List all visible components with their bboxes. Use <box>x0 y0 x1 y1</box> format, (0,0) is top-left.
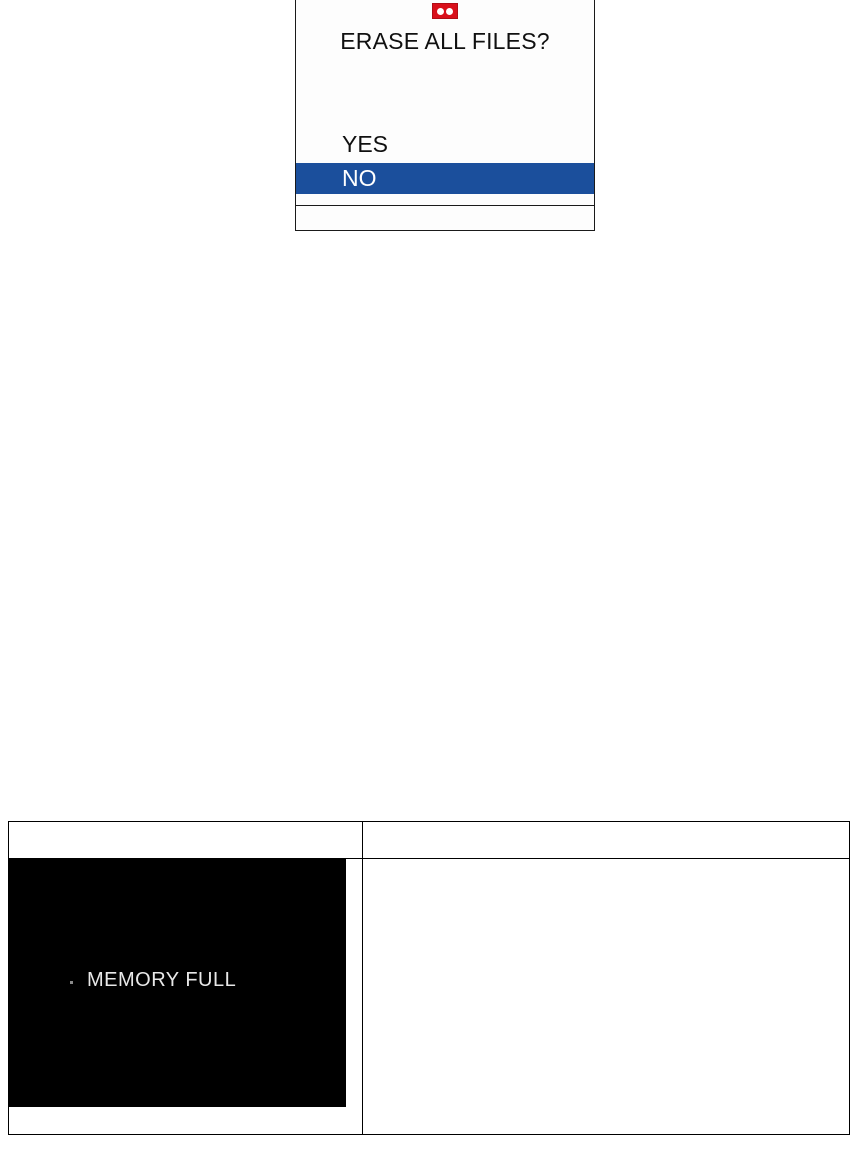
table-header-cell-right <box>363 822 850 859</box>
table-header-cell-left <box>9 822 363 859</box>
memory-full-screen <box>9 859 346 1107</box>
table-header-row <box>9 822 850 859</box>
table-cell-description <box>363 859 850 1135</box>
table-cell-screenshot <box>9 859 363 1135</box>
option-yes[interactable]: YES <box>342 131 389 157</box>
memory-full-label: MEMORY FULL <box>87 969 237 991</box>
option-no[interactable] <box>296 163 594 194</box>
table-row <box>9 859 850 1135</box>
battery-cell-left <box>437 8 444 15</box>
screen-indicator-dot <box>70 981 73 984</box>
screen-bottom-divider <box>296 205 594 206</box>
battery-cell-right <box>446 8 453 15</box>
dialog-title: ERASE ALL FILES? <box>340 28 550 54</box>
option-no-label: NO <box>342 165 377 191</box>
info-table <box>8 821 850 1135</box>
camera-screen-inner <box>296 0 594 230</box>
camera-dialog-screen <box>295 0 595 231</box>
battery-icon <box>432 3 458 19</box>
